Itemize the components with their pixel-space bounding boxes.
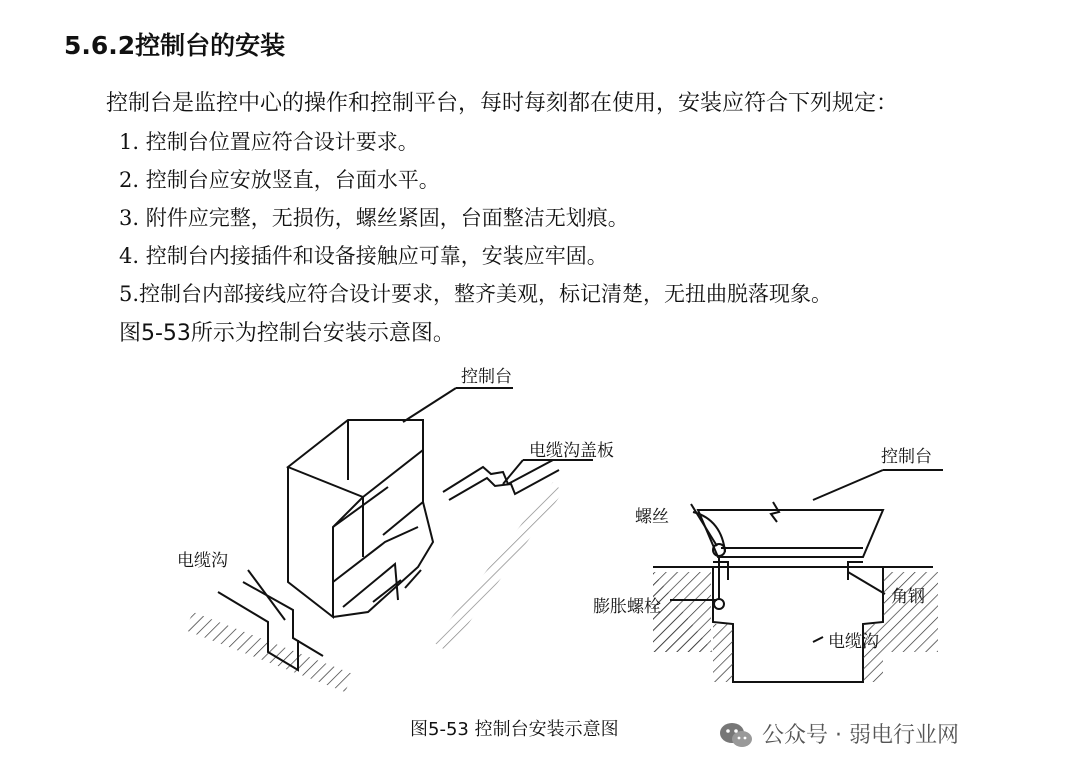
intro-paragraph: 控制台是监控中心的操作和控制平台，每时每刻都在使用，安装应符合下列规定：	[106, 91, 899, 116]
list-item: 4. 控制台内接插件和设备接触应可靠，安装应牢固。	[119, 244, 608, 268]
list-item: 1. 控制台位置应符合设计要求。	[119, 130, 419, 154]
label-screw: 螺丝	[635, 507, 669, 527]
label-trench-right: 电缆沟	[828, 632, 879, 652]
watermark-text: 公众号 · 弱电行业网	[762, 723, 959, 748]
section-heading: 5.6.2控制台的安装	[64, 31, 286, 60]
label-expansion-bolt: 膨胀螺栓	[593, 597, 661, 617]
list-item: 3. 附件应完整，无损伤，螺丝紧固，台面整洁无划痕。	[119, 206, 629, 230]
label-trench-left: 电缆沟	[177, 551, 228, 571]
label-console-left: 控制台	[461, 367, 512, 387]
list-item: 5.控制台内部接线应符合设计要求，整齐美观，标记清楚，无扭曲脱落现象。	[119, 282, 833, 306]
label-cover-plate: 电缆沟盖板	[529, 441, 614, 461]
diagram-svg	[173, 352, 953, 712]
list-item: 2. 控制台应安放竖直，台面水平。	[119, 168, 440, 192]
figure-caption: 图5-53 控制台安装示意图	[410, 719, 619, 740]
right-section-drawing	[653, 470, 943, 682]
figure-reference: 图5-53所示为控制台安装示意图。	[119, 321, 455, 346]
wechat-icon	[718, 721, 754, 751]
watermark	[718, 718, 959, 751]
label-console-right: 控制台	[881, 447, 932, 467]
label-angle-steel: 角钢	[891, 587, 925, 607]
installation-diagram	[173, 352, 953, 712]
left-isometric-drawing	[185, 388, 593, 692]
